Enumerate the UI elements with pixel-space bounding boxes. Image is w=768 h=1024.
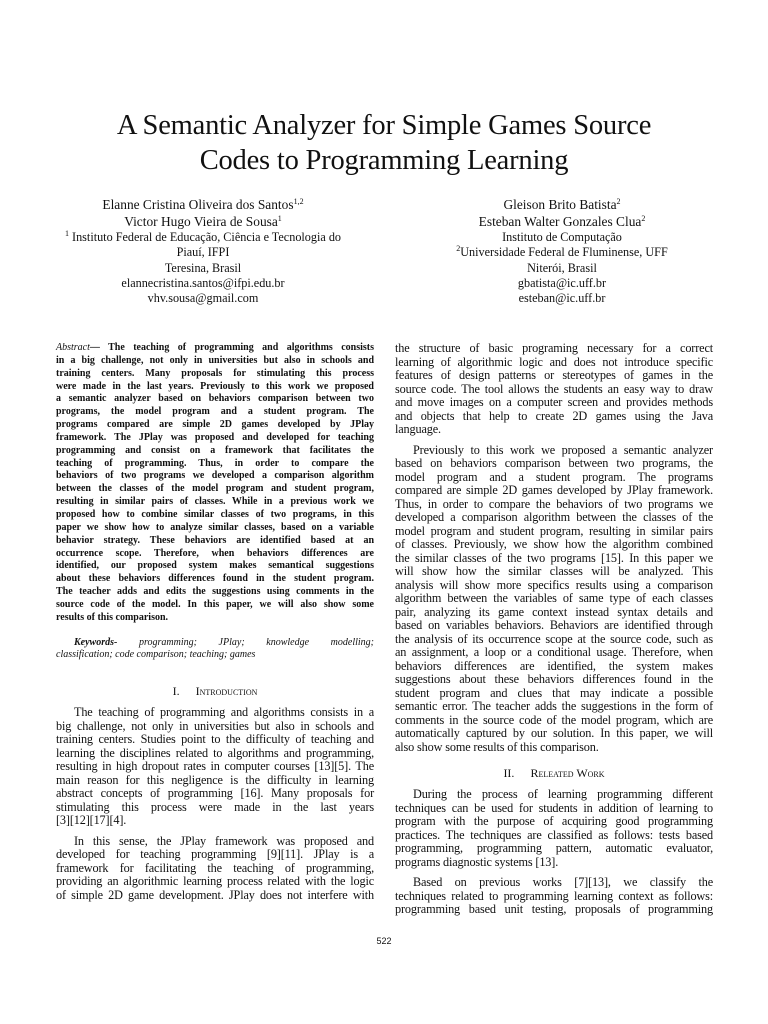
abstract-line: occurrence scope. Therefore, when behaviors differences are (56, 547, 374, 559)
section-heading (56, 684, 374, 699)
paragraph (56, 835, 374, 903)
abstract (56, 342, 374, 625)
paragraph (395, 788, 713, 869)
text-line: automatically captured by our solution. In this paper, we will (395, 726, 713, 740)
author-email: gbatista@ic.uff.br (517, 275, 607, 290)
abstract-line: in a big challenge, not only in universities but also in schools and (56, 354, 374, 366)
affiliation-superscript: 1 (64, 229, 69, 239)
text-line: Previously to this work we proposed a semantic analyzer (413, 442, 713, 457)
abstract-line: identified, our proposed system makes semantical suggestions (56, 560, 374, 572)
affiliation-city: Teresina, Brasil (164, 260, 242, 275)
author-name: Esteban Walter Gonzales Clua$^2$ (478, 213, 646, 229)
text-line: suggestions about these behaviors differences found in the (395, 672, 713, 686)
right-column (395, 342, 713, 917)
affiliation: $^2$Universidade Federal de Fluminense, UFF (456, 244, 668, 260)
text-line: developed for teaching programming [9][11]. JPlay is a (56, 847, 374, 862)
section-title: Releated Work (530, 766, 605, 780)
text-line: analysis will show more specifics results using a comparison (395, 577, 713, 592)
text-line: developed a comparison algorithm between the classes of the (395, 510, 713, 524)
text-line: behaviors differences are identified, the system makes (395, 658, 713, 673)
text-line: compared are simple 2D games developed by JPlay framework. (395, 483, 713, 497)
abstract-line: programs, the model program and a student program. The (56, 406, 374, 418)
text-line: based on variables behaviors. Behaviors are identified through (395, 618, 713, 632)
abstract-line: behavior strategy. These behaviors are identified based at an (56, 534, 374, 546)
affiliation-superscript: 2 (456, 244, 461, 254)
text-line: The teaching of programming and algorithms consists in a (74, 705, 374, 720)
text-line: During the process of learning programming different (413, 787, 713, 801)
author-name: Gleison Brito Batista$^2$ (503, 197, 621, 212)
text-line: Based on previous works [7][13], we classify the (413, 875, 713, 889)
abstract-line: framework. The JPlay was proposed and developed for teaching (56, 431, 374, 443)
abstract-line: teaching of programming. Thus, in order to compare the (56, 457, 374, 469)
page-number: 522 (376, 936, 392, 946)
left-column (56, 342, 374, 902)
affiliation: Instituto de Computação (502, 230, 622, 245)
text-line: an assignment, a loop or a conditional usage. Therefore, when (395, 645, 713, 659)
affiliation: $^1$ Instituto Federal de Educação, Ciência e Tecnologia do (64, 229, 342, 245)
text-line: programming based unit testing, proposals of programming (395, 902, 713, 916)
text-line: based on behaviors comparison between two programs, the (395, 456, 713, 470)
text-line: student program and clues that may indicate a possible (395, 685, 713, 700)
keywords (56, 637, 374, 663)
abstract-line: behaviors of two programs we developed a comparison algorithm (56, 470, 374, 482)
paragraph (395, 876, 713, 917)
text-line: programs diagnostic systems [13]. (395, 854, 559, 869)
text-line: the similar classes of the two programs [15]. In this paper we (395, 550, 713, 565)
keywords-line: classification; code comparison; teaching; games (56, 649, 256, 661)
text-line: learning of algorithmic logic and does not introduce specific (395, 354, 713, 369)
abstract-line: programming and consist on a framework that facilitates the (56, 444, 374, 456)
text-line: programming, programming pattern, automatic evaluator, (395, 841, 713, 855)
abstract-label: Abstract (56, 342, 90, 353)
text-line: abstract concepts of programming [16]. Many proposals for (56, 786, 374, 801)
paragraph (56, 706, 374, 828)
text-line: and objects that help to create 2D games using the Java (395, 408, 713, 423)
authors-right-block (404, 197, 720, 306)
text-line: big challenge, not only in universities but also in schools and (56, 718, 374, 733)
text-line: of classes. Previously, we show how the algorithm combined (395, 537, 713, 551)
affiliation-superscript: 1 (277, 213, 282, 223)
text-line: comments in the source code of the model program, which are (395, 712, 713, 727)
text-line: main reason for this negligence is the difficulty in learning (56, 772, 374, 787)
abstract-line: Abstract— The teaching of programming and algorithms consists (56, 342, 374, 353)
paragraph (395, 342, 713, 437)
text-line: will show how the similar classes will be analyzed. This (395, 564, 713, 578)
keywords-line: Keywords- programming; JPlay; knowledge modelling; (74, 636, 374, 648)
affiliation-superscript: 1,2 (293, 197, 304, 206)
abstract-line: proposed how to combine similar classes of two programs, in this (56, 508, 374, 520)
author-email: vhv.sousa@gmail.com (147, 291, 259, 305)
text-line: algorithm between the variables of same type of each classes (395, 591, 713, 605)
text-line: framework for facilitating the teaching of programming, (56, 860, 374, 875)
text-line: techniques can be used for students in addition of learning to (395, 800, 713, 815)
text-line: source code. The tool allows the students an easy way to draw (395, 381, 713, 396)
affiliation-city: Niterói, Brasil (527, 260, 597, 275)
abstract-line: training centers. Many proposals for stimulating this process (56, 367, 374, 379)
section-number: I. (172, 684, 180, 699)
text-line: resulting in high dropout rates in computer courses [13][5]. The (56, 759, 374, 774)
text-line: practices. The techniques are classified as follows: tests based (395, 827, 713, 842)
section-heading (395, 766, 713, 781)
abstract-line: were made in the last years. Previously to this work we proposed (56, 380, 374, 392)
text-line: and move images on a computer screen and provides methods (395, 395, 713, 409)
text-line: program with the purpose of acquiring good programming (395, 814, 713, 828)
abstract-line: source code of the model. In this paper, we will also show some (56, 598, 374, 610)
abstract-line: The teacher adds and edits the suggestions using comments in the (56, 586, 374, 598)
paper-title (40, 108, 728, 178)
affiliation-superscript: 2 (641, 213, 646, 223)
text-line: pair, analyzing its game context instead syntax details and (395, 604, 713, 619)
title-line: A Semantic Analyzer for Simple Games Source (116, 110, 652, 141)
authors-left-block (45, 197, 361, 306)
text-line: the analysis of its occurrence scope at the source code, such as (395, 631, 713, 646)
title-line: Codes to Programming Learning (199, 145, 569, 176)
abstract-line: programs compared are simple 2D games developed by JPlay (56, 419, 374, 431)
abstract-line: results of this comparison. (56, 611, 169, 623)
author-email: elannecristina.santos@ifpi.edu.br (121, 275, 285, 290)
author-email: esteban@ic.uff.br (518, 291, 606, 305)
text-line: stimulating this process were made in the last years (56, 799, 374, 814)
abstract-line: paper we show how to analyze similar classes, based on a variable (56, 521, 374, 533)
text-line: of simple 2D game development. JPlay does not interfere with (56, 887, 374, 902)
text-line: Thus, in order to compare the behaviors of two programs we (395, 496, 713, 511)
text-line: also show some results of this comparison. (395, 739, 599, 754)
text-line: [3][12][17][4]. (56, 813, 127, 828)
keywords-label: Keywords- (74, 636, 118, 648)
abstract-line: a semantic analyzer based on behaviors comparison between two (56, 393, 374, 405)
abstract-line: resulting in similar pairs of classes. While in a previous work we (56, 496, 374, 508)
section-title: Introduction (195, 684, 258, 699)
affiliation-superscript: 2 (616, 197, 621, 206)
text-line: semantic error. The teacher adds the suggestions in the form of (395, 699, 713, 713)
text-line: learning the disciplines related to algorithms and programming, (56, 745, 374, 760)
text-line: features of design patterns or stereotypes of games in the (395, 368, 713, 382)
author-name: Elanne Cristina Oliveira dos Santos$^{1,2}$ (102, 197, 304, 212)
text-line: techniques related to programming learning context as follows: (395, 888, 713, 903)
text-line: model program and a student program. The programs (395, 469, 713, 484)
text-line: language. (395, 422, 441, 436)
text-line: the structure of basic programing necessary for a correct (395, 341, 713, 355)
text-line: providing an algorithmic learning process related with the logic (56, 874, 374, 889)
text-line: model program and student program, resulting in similar pairs (395, 523, 713, 538)
affiliation: Piauí, IFPI (176, 245, 230, 260)
text-line: In this sense, the JPlay framework was proposed and (74, 833, 374, 848)
section-number: II. (503, 766, 515, 780)
abstract-line: about these behaviors differences found in the student program. (56, 573, 374, 585)
author-name: Victor Hugo Vieira de Sousa$^1$ (124, 213, 282, 229)
text-line: training centers. Studies point to the difficulty of teaching and (56, 732, 374, 747)
abstract-line: between the classes of the model program and student program, (56, 483, 374, 495)
paragraph (395, 444, 713, 755)
